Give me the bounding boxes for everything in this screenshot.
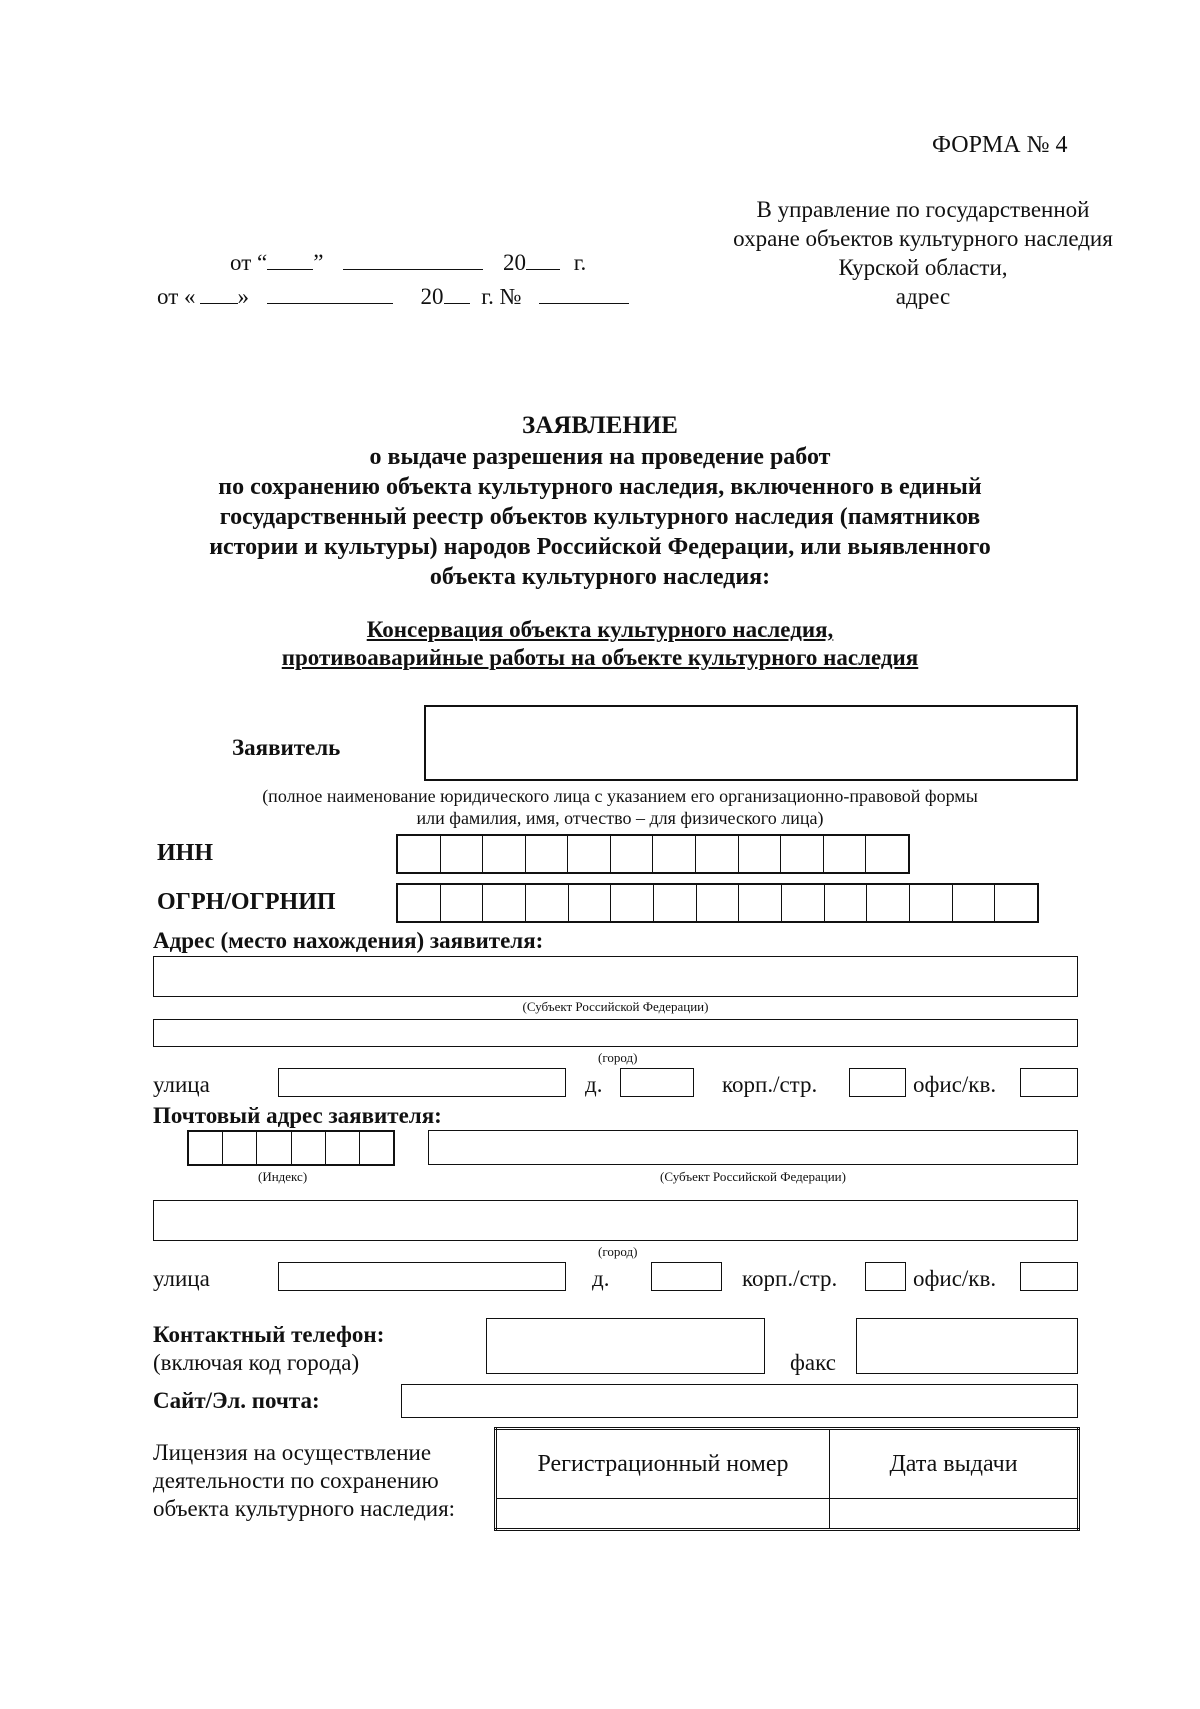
- applicant-field[interactable]: [424, 705, 1078, 781]
- inn-label: ИНН: [157, 840, 214, 866]
- recipient-line-2: охране объектов культурного наследия: [733, 226, 1113, 251]
- date-2-year-suffix: г. №: [481, 284, 522, 309]
- phone-field[interactable]: [486, 1318, 765, 1374]
- address-street-label: улица: [153, 1072, 210, 1097]
- license-number-field[interactable]: [496, 1499, 830, 1530]
- inn-digit-cell[interactable]: [781, 836, 824, 872]
- postal-index-digit-cell[interactable]: [360, 1132, 393, 1164]
- ogrn-digit-cell[interactable]: [398, 885, 441, 921]
- date-2-number-field[interactable]: [539, 302, 629, 304]
- form-number: ФОРМА № 4: [932, 132, 1068, 158]
- fax-label: факс: [790, 1350, 836, 1375]
- ogrn-digit-cell[interactable]: [995, 885, 1037, 921]
- date-line-2: [157, 284, 629, 310]
- ogrn-digit-cell[interactable]: [910, 885, 953, 921]
- postal-index-digit-cell[interactable]: [223, 1132, 257, 1164]
- work-type-line-1: Консервация объекта культурного наследия,: [366, 617, 834, 642]
- inn-digit-cell[interactable]: [866, 836, 908, 872]
- ogrn-digit-cell[interactable]: [867, 885, 910, 921]
- recipient-line-1: В управление по государственной: [756, 197, 1090, 222]
- date-1-quote-close: ”: [313, 250, 324, 275]
- inn-digit-cell[interactable]: [526, 836, 569, 872]
- address-house-field[interactable]: [620, 1068, 694, 1097]
- license-label-1: Лицензия на осуществление: [153, 1440, 432, 1465]
- ogrn-digit-cell[interactable]: [953, 885, 996, 921]
- date-1-prefix: от “: [230, 250, 268, 275]
- recipient-line-3: Курской области,: [838, 255, 1008, 280]
- address-subject-hint: (Субъект Российской Федерации): [522, 999, 709, 1014]
- postal-city-hint: (город): [598, 1244, 638, 1259]
- date-1-year-prefix: 20: [502, 250, 526, 275]
- address-street-field[interactable]: [278, 1068, 566, 1097]
- site-label: Сайт/Эл. почта:: [153, 1388, 320, 1413]
- ogrn-digit-cell[interactable]: [654, 885, 697, 921]
- phone-hint: (включая код города): [153, 1350, 360, 1375]
- inn-digit-cell[interactable]: [483, 836, 526, 872]
- postal-index-digit-cell[interactable]: [326, 1132, 360, 1164]
- postal-building-field[interactable]: [865, 1262, 906, 1291]
- postal-house-label: д.: [592, 1266, 610, 1291]
- postal-city-field[interactable]: [153, 1200, 1078, 1241]
- title-line-5: объекта культурного наследия:: [429, 564, 771, 590]
- address-building-field[interactable]: [849, 1068, 906, 1097]
- postal-index-field[interactable]: [187, 1130, 395, 1166]
- license-header-row: [496, 1429, 1079, 1499]
- inn-digit-cell[interactable]: [568, 836, 611, 872]
- title-line-2: по сохранению объекта культурного наследия, включенного в единый: [218, 474, 982, 500]
- title-line-1: о выдаче разрешения на проведение работ: [369, 444, 831, 470]
- date-1-year-suffix: г.: [573, 250, 587, 275]
- inn-digit-cell[interactable]: [696, 836, 739, 872]
- postal-index-hint: (Индекс): [258, 1169, 308, 1184]
- inn-field[interactable]: [396, 834, 910, 874]
- recipient-line-4: адрес: [895, 284, 951, 309]
- address-city-hint: (город): [598, 1050, 638, 1065]
- address-office-label: офис/кв.: [913, 1072, 997, 1097]
- ogrn-digit-cell[interactable]: [739, 885, 782, 921]
- inn-digit-cell[interactable]: [611, 836, 654, 872]
- ogrn-label: ОГРН/ОГРНИП: [157, 889, 336, 915]
- postal-index-digit-cell[interactable]: [189, 1132, 223, 1164]
- address-house-label: д.: [585, 1072, 603, 1097]
- license-label-2: деятельности по сохранению: [153, 1468, 439, 1493]
- license-date-field[interactable]: [830, 1499, 1079, 1530]
- date-1-month-field[interactable]: [343, 268, 483, 270]
- title-line-3: государственный реестр объектов культурного наследия (памятников: [219, 504, 981, 530]
- inn-digit-cell[interactable]: [739, 836, 782, 872]
- title-heading: ЗАЯВЛЕНИЕ: [522, 412, 678, 439]
- postal-building-label: корп./стр.: [742, 1266, 838, 1291]
- ogrn-digit-cell[interactable]: [483, 885, 526, 921]
- address-building-label: корп./стр.: [722, 1072, 818, 1097]
- work-type-line-2: противоаварийные работы на объекте культурного наследия: [281, 645, 919, 670]
- postal-index-digit-cell[interactable]: [257, 1132, 291, 1164]
- date-2-day-field[interactable]: [200, 302, 238, 304]
- postal-subject-field[interactable]: [428, 1130, 1078, 1165]
- address-subject-field[interactable]: [153, 956, 1078, 997]
- ogrn-digit-cell[interactable]: [441, 885, 484, 921]
- postal-house-field[interactable]: [651, 1262, 722, 1291]
- site-field[interactable]: [401, 1384, 1078, 1418]
- license-table: [494, 1427, 1080, 1531]
- phone-label: Контактный телефон:: [153, 1322, 385, 1347]
- title-line-4: истории и культуры) народов Российской Федерации, или выявленного: [209, 534, 991, 560]
- date-1-day-field[interactable]: [267, 268, 313, 270]
- inn-digit-cell[interactable]: [398, 836, 441, 872]
- postal-office-label: офис/кв.: [913, 1266, 997, 1291]
- ogrn-field[interactable]: [396, 883, 1039, 923]
- date-2-month-field[interactable]: [267, 302, 393, 304]
- license-col-date: Дата выдачи: [830, 1429, 1079, 1499]
- date-2-year-field[interactable]: [444, 302, 470, 304]
- ogrn-digit-cell[interactable]: [526, 885, 569, 921]
- postal-street-label: улица: [153, 1266, 210, 1291]
- applicant-label: Заявитель: [232, 735, 341, 760]
- inn-digit-cell[interactable]: [441, 836, 484, 872]
- ogrn-digit-cell[interactable]: [825, 885, 868, 921]
- inn-digit-cell[interactable]: [824, 836, 867, 872]
- date-1-year-field[interactable]: [526, 268, 560, 270]
- postal-street-field[interactable]: [278, 1262, 566, 1291]
- date-line-1: [230, 250, 586, 276]
- date-2-prefix: от «: [157, 284, 196, 309]
- date-2-quote-close: »: [237, 284, 249, 309]
- ogrn-digit-cell[interactable]: [569, 885, 612, 921]
- applicant-hint-2: или фамилия, имя, отчество – для физического лица): [416, 808, 824, 828]
- license-value-row: [496, 1499, 1079, 1530]
- applicant-hint-1: (полное наименование юридического лица с указанием его организационно-правовой формы: [262, 786, 978, 806]
- address-office-field[interactable]: [1020, 1068, 1078, 1097]
- inn-digit-cell[interactable]: [653, 836, 696, 872]
- postal-index-digit-cell[interactable]: [292, 1132, 326, 1164]
- postal-subject-hint: (Субъект Российской Федерации): [660, 1169, 846, 1184]
- license-label-3: объекта культурного наследия:: [153, 1496, 456, 1521]
- address-label: Адрес (место нахождения) заявителя:: [153, 928, 544, 953]
- fax-field[interactable]: [856, 1318, 1078, 1374]
- ogrn-digit-cell[interactable]: [782, 885, 825, 921]
- postal-label: Почтовый адрес заявителя:: [153, 1103, 442, 1128]
- ogrn-digit-cell[interactable]: [611, 885, 654, 921]
- date-2-year-prefix: 20: [420, 284, 444, 309]
- postal-office-field[interactable]: [1020, 1262, 1078, 1291]
- ogrn-digit-cell[interactable]: [697, 885, 740, 921]
- license-col-number: Регистрационный номер: [496, 1429, 830, 1499]
- address-city-field[interactable]: [153, 1019, 1078, 1047]
